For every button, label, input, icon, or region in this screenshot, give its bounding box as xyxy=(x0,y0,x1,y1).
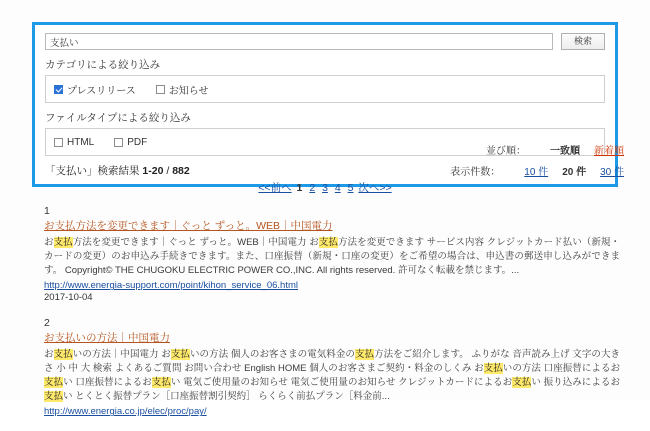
pagination-prev[interactable]: <<前へ xyxy=(258,182,292,194)
checkbox-pdf[interactable] xyxy=(114,137,147,148)
snippet-highlight: 支払 xyxy=(170,349,190,361)
sort-order-selected: 一致順 xyxy=(550,146,580,157)
snippet-highlight: 支払 xyxy=(53,349,73,361)
snippet-text: お xyxy=(44,349,54,361)
checkbox-press-release-label: プレスリリース xyxy=(67,85,136,97)
result-date: 2017-10-04 xyxy=(44,292,93,304)
results-list xyxy=(44,205,620,431)
category-filter-box xyxy=(45,75,605,103)
display-count-30[interactable]: 30 件 xyxy=(600,167,624,178)
checkbox-pdf-box[interactable] xyxy=(114,138,123,147)
result-count-separator: / xyxy=(163,165,173,177)
sort-order-label: 並び順： xyxy=(486,146,526,157)
snippet-text: 方法をご紹介します。 ふりがな 音声読み上げ 文字の大きさ 小 中 大 検索 よくあるご質問 お問い合わせ English HOME 個人のお客さまご契約・料金のしくみ お xyxy=(44,349,621,375)
result-snippet xyxy=(44,236,620,277)
display-count-row xyxy=(450,163,624,178)
checkbox-news-label: お知らせ xyxy=(168,85,209,97)
search-row xyxy=(45,33,605,50)
result-title-link[interactable]: お支払いの方法｜中国電力 xyxy=(44,332,170,345)
checkbox-html-label: HTML xyxy=(67,136,95,148)
display-count-10[interactable]: 10 件 xyxy=(524,167,549,178)
pagination-next[interactable]: 次へ>> xyxy=(358,182,392,194)
checkbox-html[interactable] xyxy=(54,137,94,148)
checkbox-pdf-label: PDF xyxy=(127,136,148,148)
snippet-text: いの方法 個人のお客さまの電気料金の xyxy=(189,349,355,361)
snippet-highlight: 支払 xyxy=(512,376,532,388)
result-item xyxy=(44,205,620,303)
snippet-text: い 電気ご使用量のお知らせ 電気ご使用量のお知らせ クレジットカードによるお xyxy=(170,376,513,388)
snippet-text: 方法を変更できます サービス内容 クレジットカード払い（新規・カードの変更）のお申込み手続きできます。また、口座振替（新規・口座の変更）をご希望の場合は、申込書の郵送申し込みができます。 Copyright© THE CHUGOKU ELECTRIC POWER CO.,INC. All rights reserved. 許可なく転載を禁じます。... xyxy=(44,237,620,276)
snippet-highlight: 支払 xyxy=(318,237,338,248)
result-number: 1 xyxy=(44,205,50,217)
result-title-link[interactable]: お支払方法を変更できます｜ぐっと ずっと。WEB｜中国電力 xyxy=(44,220,333,232)
snippet-text: 方法を変更できます｜ぐっと ずっと。WEB｜中国電力 お xyxy=(72,237,319,248)
snippet-highlight: 支払 xyxy=(44,390,64,402)
display-count-label: 表示件数： xyxy=(450,167,501,178)
result-item xyxy=(44,317,620,417)
search-button[interactable]: 検索 xyxy=(561,33,605,50)
snippet-text: いの方法 口座振替によるお xyxy=(502,363,620,375)
snippet-highlight: 支払 xyxy=(151,376,171,388)
search-input[interactable] xyxy=(45,33,553,50)
snippet-highlight: 支払 xyxy=(483,363,503,375)
result-snippet xyxy=(44,348,620,403)
snippet-highlight: 支払 xyxy=(44,376,64,388)
filetype-filter-label: ファイルタイプによる絞り込み xyxy=(45,112,191,124)
pagination-page-5[interactable]: 5 xyxy=(347,182,354,194)
category-filter-label: カテゴリによる絞り込み xyxy=(45,59,161,71)
sort-order-row xyxy=(450,142,624,157)
result-url-link[interactable]: http://www.energia.co.jp/elec/proc/pay/ xyxy=(44,406,207,418)
display-count-20: 20 件 xyxy=(562,167,587,178)
pagination-page-1: 1 xyxy=(296,182,303,194)
checkbox-news[interactable] xyxy=(156,82,209,97)
sort-order-newest-link[interactable]: 新着順 xyxy=(594,146,624,157)
snippet-text: お xyxy=(44,237,54,248)
result-count-total: 882 xyxy=(172,165,190,177)
checkbox-news-box[interactable] xyxy=(156,85,165,94)
snippet-text: い 口座振替によるお xyxy=(63,376,152,388)
pagination-page-2[interactable]: 2 xyxy=(309,182,316,194)
snippet-highlight: 支払 xyxy=(53,237,73,248)
checkbox-html-box[interactable] xyxy=(54,138,63,147)
snippet-text: い とくとく振替プラン［口座振替割引契約］ らくらく前払プラン［料金前... xyxy=(63,390,390,402)
checkbox-press-release-box[interactable] xyxy=(54,85,63,94)
result-count-range: 1-20 xyxy=(142,165,164,177)
checkbox-press-release[interactable] xyxy=(54,82,136,97)
result-count-prefix: 「支払い」検索結果 xyxy=(45,165,143,177)
pagination-page-4[interactable]: 4 xyxy=(334,182,341,194)
result-number: 2 xyxy=(44,317,50,330)
result-url-link[interactable]: http://www.energia-support.com/point/kihon_service_06.html xyxy=(44,280,298,292)
snippet-text: いの方法｜中国電力 お xyxy=(72,349,171,361)
pagination xyxy=(0,180,650,195)
pagination-page-3[interactable]: 3 xyxy=(322,182,328,194)
snippet-text: い 振り込みによるお xyxy=(531,376,620,388)
result-options xyxy=(450,142,624,184)
snippet-highlight: 支払 xyxy=(354,349,375,361)
